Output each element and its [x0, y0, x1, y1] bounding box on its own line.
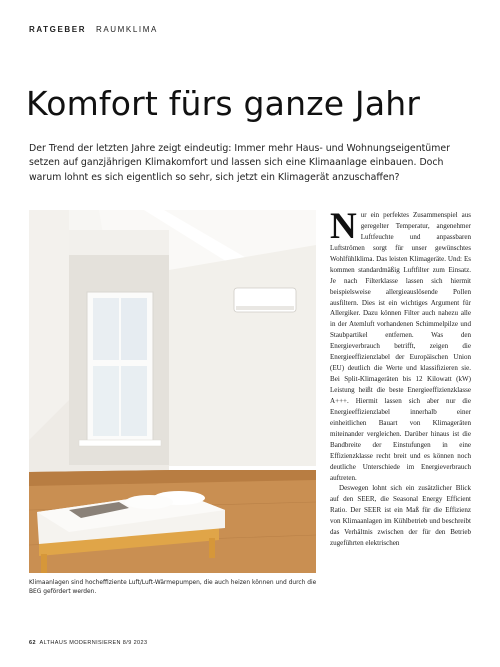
- article-headline: Komfort fürs ganze Jahr: [26, 84, 421, 123]
- body-paragraph-text: ur ein perfektes Zusammenspiel aus geregelter Temperatur, angenehmer Luftfeuchte und anpassbaren Luftströmen sorgt für unser gewünschtes Wohlfühlklima. Das leisten Klimageräte. Und: Es kommen standardmäßig Luftfilter zum Einsatz. Je nach Filterklasse lassen sich hiermit beispielsweise allergieauslösende Pollen ausfiltern. Dies ist ein wichtiges Argument für Allergiker. Dazu können Filter auch nahezu alle in der Atemluft vorhandenen Schimmelpilze und Staubpartikel entfernen. Was den Energieverbrauch betrifft, zeigen die Energieeffizienzlabel der Europäischen Union (EU) deutlich die Werte und klassifizieren sie. Bei Split-Klimageräten bis 12 Kilowatt (kW) Leistung heißt die beste Energieeffizienzklasse A+++. Hiermit lassen sich aber nur die Energieeffizienzlabel innerhalb einer einheitlichen Bauart von Klimageräten miteinander vergleichen. Darüber hinaus ist die Bandbreite der Einstufungen in eine Effizienzklasse recht breit und es können noch deutliche Unterschiede im Energieverbrauch auftreten.: [330, 211, 471, 482]
- drop-cap: N: [330, 210, 357, 247]
- article-photo: [29, 210, 316, 573]
- page-footer: [29, 640, 147, 646]
- kicker-section: RATGEBER: [29, 25, 87, 34]
- attic-bedroom-illustration: [29, 210, 316, 573]
- article-lead: Der Trend der letzten Jahre zeigt eindeutig: Immer mehr Haus- und Wohnungseigentümer setzen auf ganzjährigen Klimakomfort und lassen sich eine Klimaanlage einbauen. Doch warum lohnt es sich eigentlich so sehr, sich jetzt ein Klimagerät anzuschaffen?: [29, 143, 451, 183]
- publication-name: ALTHAUS MODERNISIEREN 8/9 2023: [39, 640, 148, 646]
- photo-caption: Klimaanlagen sind hocheffiziente Luft/Luft-Wärmepumpen, die auch heizen können und durch die BEG gefördert werden.: [29, 580, 317, 595]
- page-number: 62: [29, 640, 36, 646]
- kicker-topic: RAUMKLIMA: [95, 25, 158, 34]
- article-body-column: [330, 210, 471, 650]
- section-kicker: [29, 25, 158, 34]
- body-paragraph: Deswegen lohnt sich ein zusätzlicher Blick auf den SEER, die Seasonal Energy Efficient Ratio. Der SEER ist ein Maß für die Effizienz von Klimaanlagen im Kühlbetrieb und beschreibt das Verhältnis zwischen der für den Betrieb zugeführten elektrischen: [330, 484, 471, 548]
- body-paragraph: [330, 210, 471, 483]
